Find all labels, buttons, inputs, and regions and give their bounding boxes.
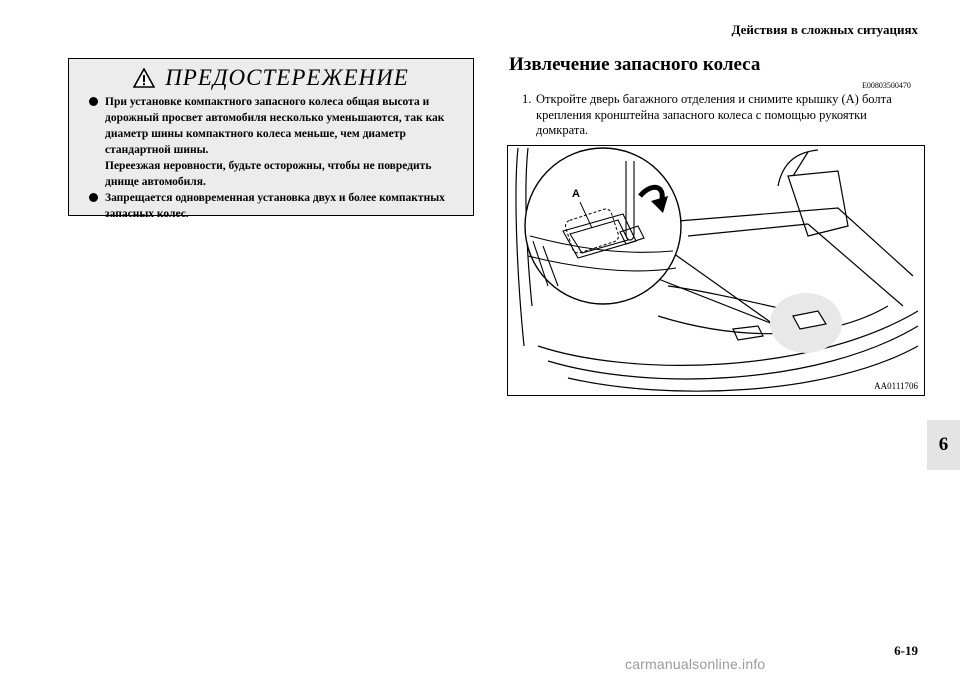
step-number: 1. (522, 92, 532, 106)
step-text: Откройте дверь багажного отделения и снимите крышку (A) болта крепления кронштейна запасного колеса с помощью рукоятки домкрата. (536, 92, 892, 137)
warning-title: ПРЕДОСТЕРЕЖЕНИЕ (165, 65, 409, 90)
bullet-icon (89, 97, 98, 106)
section-title: Извлечение запасного колеса (509, 54, 761, 75)
figure-callout-label: A (572, 188, 580, 200)
step-item (522, 92, 922, 139)
section-code: E00803500470 (862, 81, 911, 90)
footer-watermark: carmanualsonline.info (625, 656, 766, 672)
warning-item (69, 190, 473, 222)
warning-text: Переезжая неровности, будьте осторожны, чтобы не повредить днище автомобиля. (105, 160, 432, 188)
warning-triangle-icon (133, 68, 155, 88)
warning-box (68, 58, 474, 220)
warning-header (69, 62, 473, 94)
running-header: Действия в сложных ситуациях (731, 22, 918, 37)
warning-text: Запрещается одновременная установка двух и более компактных запасных колес. (105, 192, 445, 220)
trunk-illustration (508, 146, 925, 396)
page-number: 6-19 (894, 643, 918, 658)
warning-text: При установке компактного запасного колеса общая высота и дорожный просвет автомобиля несколько уменьшаются, так как диаметр шины компактного колеса меньше, чем диаметр стандартной шины. (105, 96, 445, 156)
chapter-tab: 6 (927, 420, 960, 470)
bullet-icon (89, 193, 98, 202)
warning-item (69, 94, 473, 190)
figure-code: AA0111706 (874, 381, 918, 391)
figure-trunk-illustration (507, 145, 925, 396)
